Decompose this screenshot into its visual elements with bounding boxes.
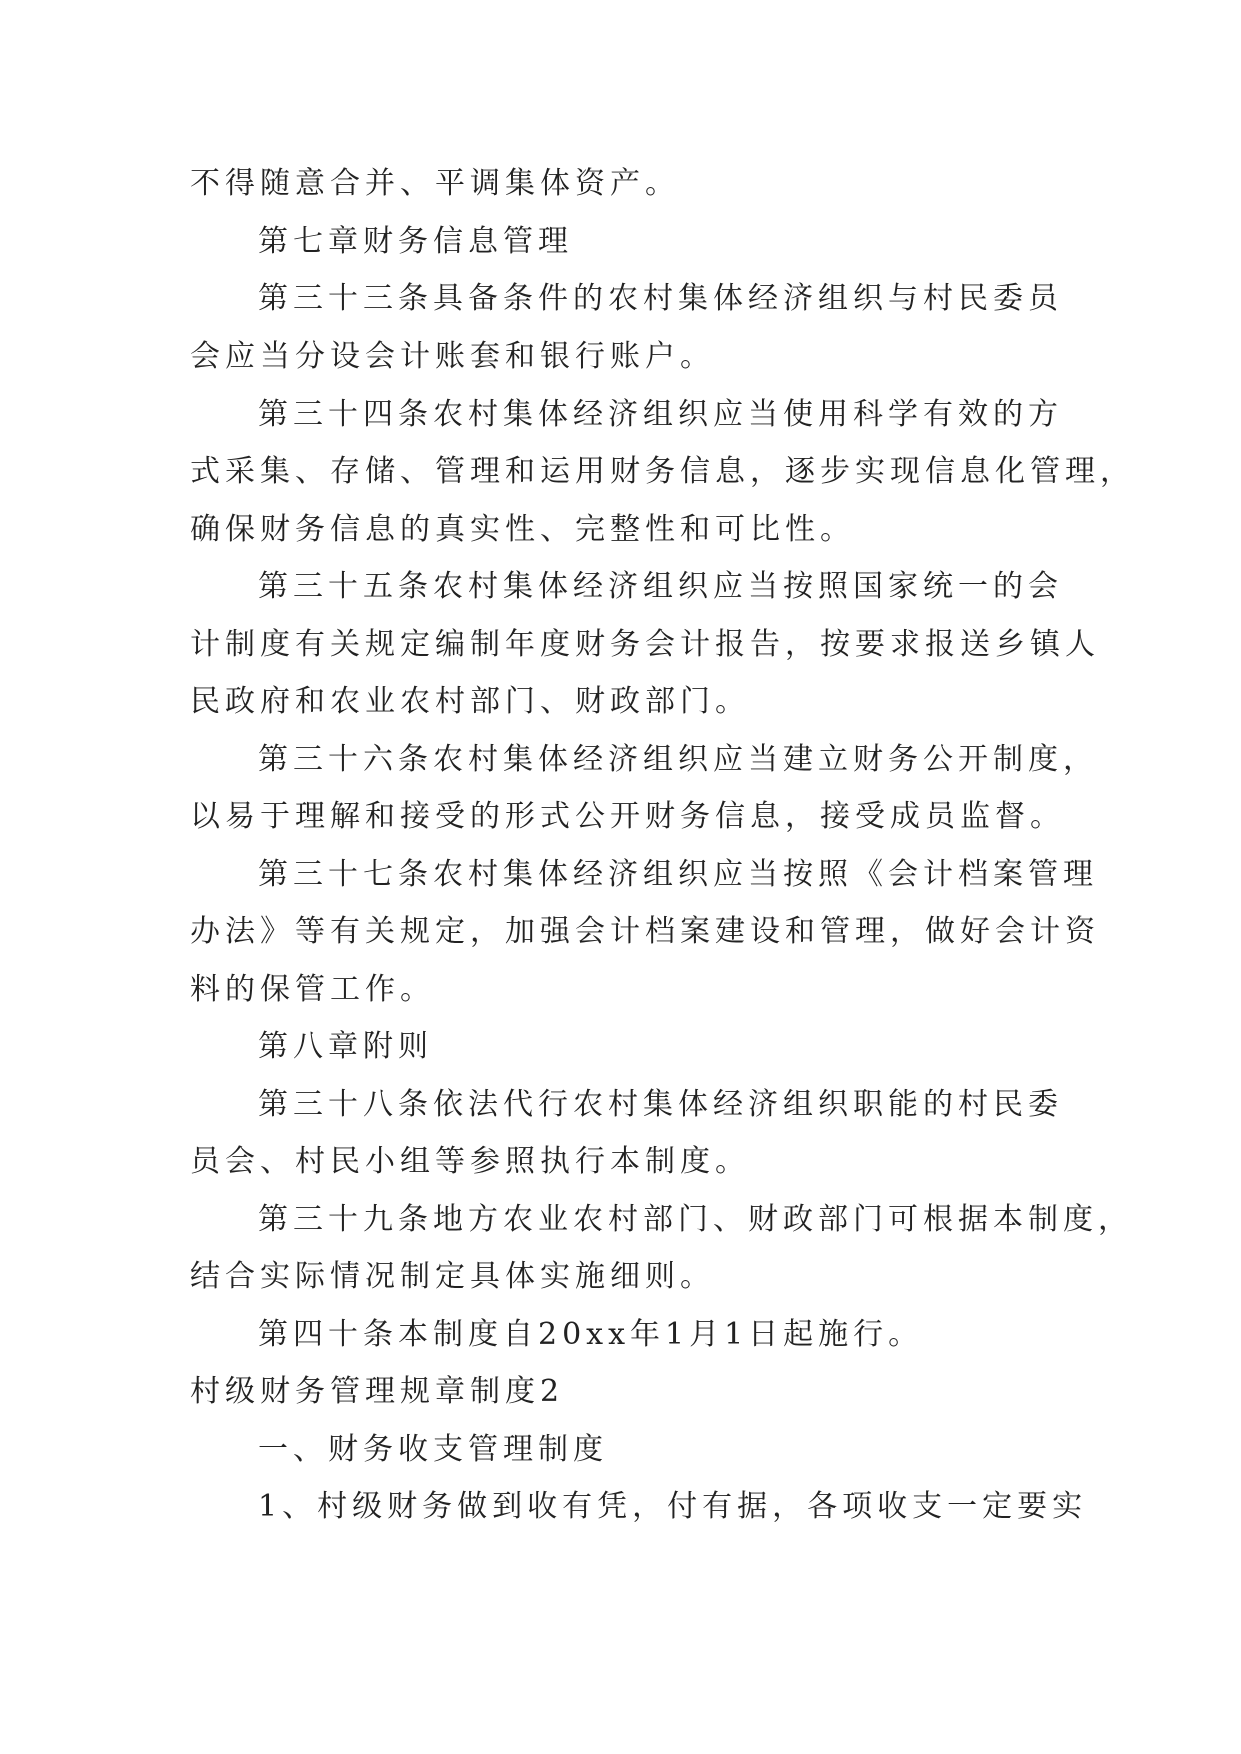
- text-line: 第三十四条农村集体经济组织应当使用科学有效的方: [258, 397, 1063, 432]
- text-line: 民政府和农业农村部门、财政部门。: [190, 684, 750, 719]
- text-line: 第三十七条农村集体经济组织应当按照《会计档案管理: [258, 857, 1098, 892]
- text-line: 1、村级财务做到收有凭，付有据，各项收支一定要实: [258, 1489, 1088, 1524]
- text-line: 员会、村民小组等参照执行本制度。: [190, 1144, 750, 1179]
- text-line: 式采集、存储、管理和运用财务信息，逐步实现信息化管理，: [190, 454, 1135, 489]
- section-heading: 一、财务收支管理制度: [258, 1432, 608, 1467]
- chapter-heading: 第七章财务信息管理: [258, 224, 573, 259]
- text-line: 第三十六条农村集体经济组织应当建立财务公开制度，: [258, 742, 1098, 777]
- text-line: 确保财务信息的真实性、完整性和可比性。: [190, 512, 855, 547]
- text-line: 计制度有关规定编制年度财务会计报告，按要求报送乡镇人: [190, 627, 1100, 662]
- text-line: 第三十八条依法代行农村集体经济组织职能的村民委: [258, 1087, 1063, 1122]
- text-line: 第三十九条地方农业农村部门、财政部门可根据本制度，: [258, 1202, 1133, 1237]
- text-line: 第三十三条具备条件的农村集体经济组织与村民委员: [258, 281, 1063, 316]
- text-line: 第三十五条农村集体经济组织应当按照国家统一的会: [258, 569, 1063, 604]
- chapter-heading: 第八章附则: [258, 1029, 433, 1064]
- text-line: 料的保管工作。: [190, 972, 435, 1007]
- text-line: 办法》等有关规定，加强会计档案建设和管理，做好会计资: [190, 914, 1100, 949]
- text-line: 不得随意合并、平调集体资产。: [190, 166, 680, 201]
- text-line: 第四十条本制度自20xx年1月1日起施行。: [258, 1317, 924, 1352]
- text-line: 以易于理解和接受的形式公开财务信息，接受成员监督。: [190, 799, 1065, 834]
- text-line: 会应当分设会计账套和银行账户。: [190, 339, 715, 374]
- section-title: 村级财务管理规章制度2: [190, 1374, 565, 1409]
- text-line: 结合实际情况制定具体实施细则。: [190, 1259, 715, 1294]
